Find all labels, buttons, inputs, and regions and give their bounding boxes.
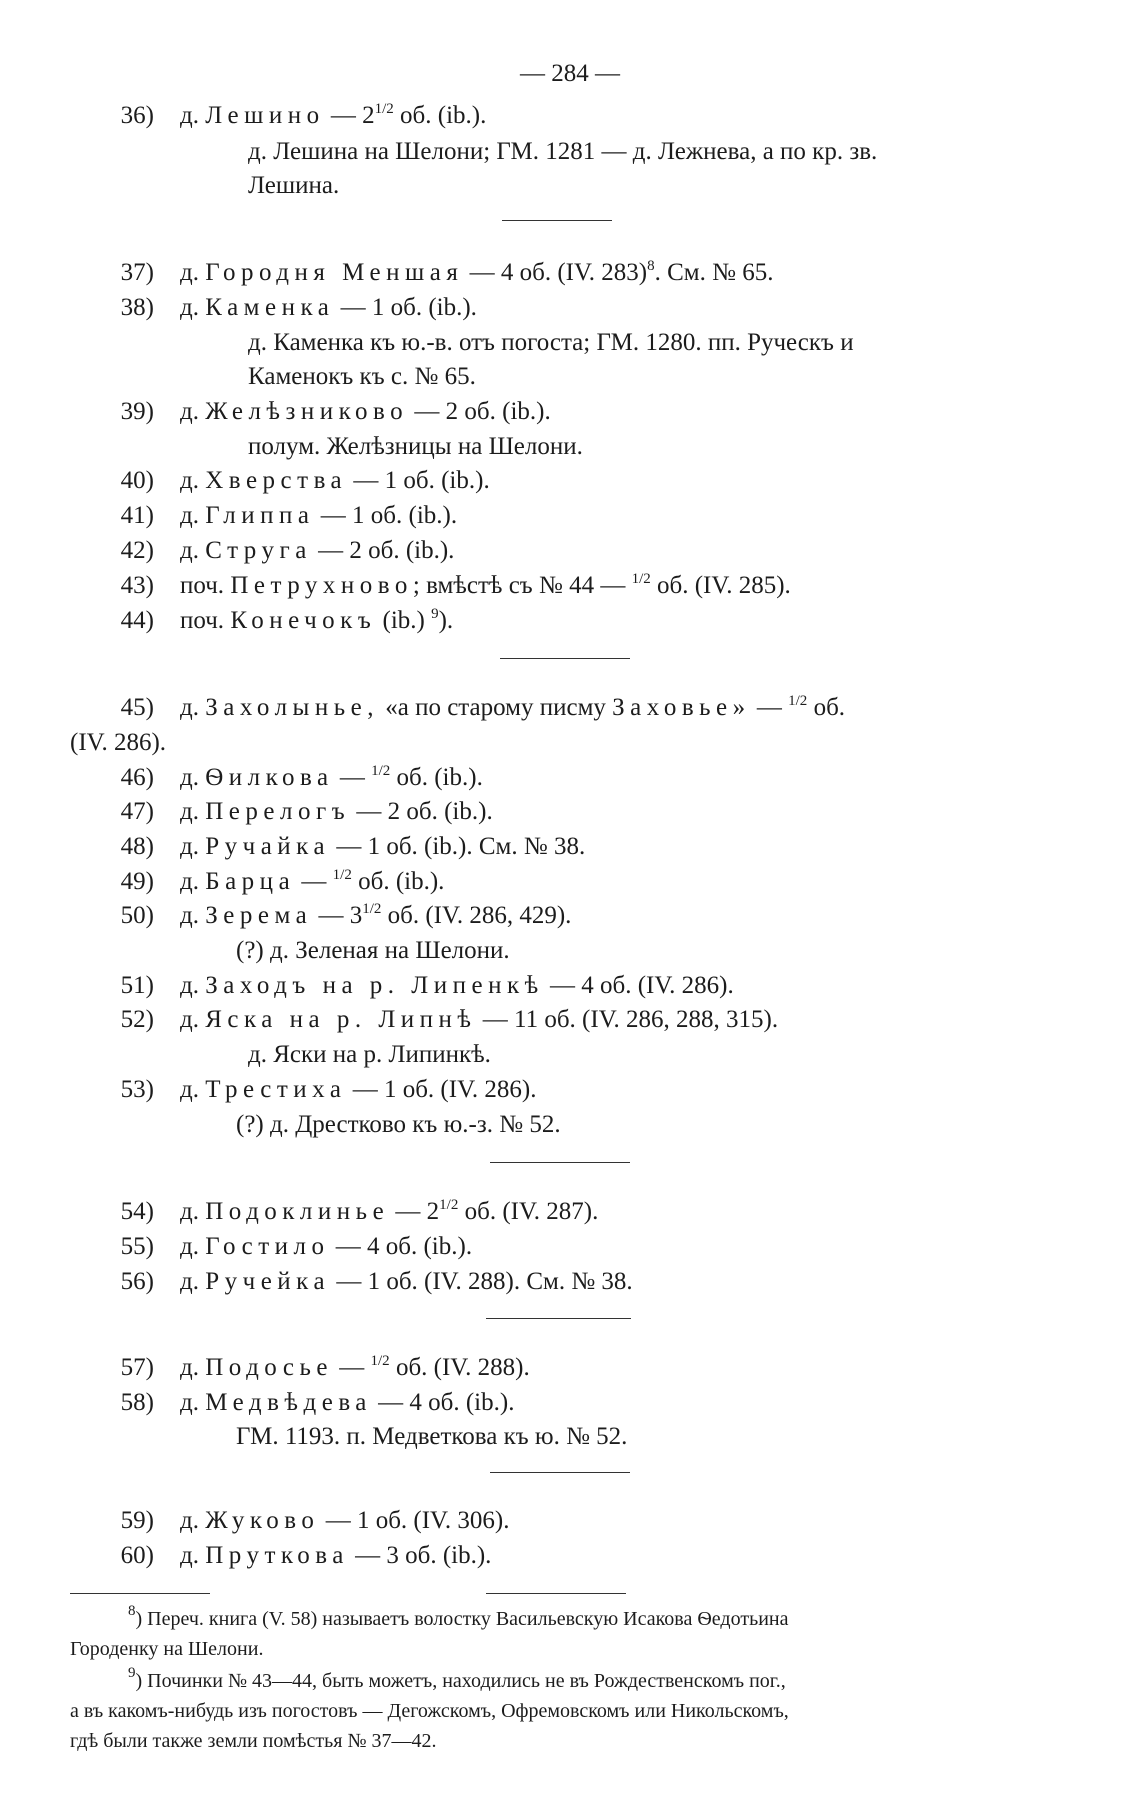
place-name: Зерема <box>205 902 313 929</box>
place-name: Струга <box>205 537 312 564</box>
fraction: 1/2 <box>362 901 382 917</box>
entry-text: д. Зерема — $3^{1/2}$ об. (IV. 286, 429). <box>180 901 572 929</box>
entry-text: д. Гостило — 4 об. (ib.). <box>180 1233 473 1260</box>
place-name: Гостило <box>205 1233 330 1260</box>
section-divider <box>486 1593 626 1594</box>
entry-39-note: полум. Желѣзницы на Шелони. <box>248 433 583 460</box>
place-name: Заховье» <box>612 694 751 721</box>
entry-number: 36) <box>120 102 154 129</box>
entry-text: д. Ручейка — 1 об. (IV. 288). См. № 38. <box>180 1268 633 1295</box>
entry-60: 60) д. Пруткова — 3 об. (ib.). <box>0 1537 1140 1575</box>
place-name: Яска на р. Липнѣ <box>205 1006 477 1033</box>
footnote-marker: 8 <box>128 1603 136 1619</box>
entry-47: 47) д. Перелогъ — 2 об. (ib.). <box>0 793 1140 831</box>
entry-text: д. Медвѣдева — 4 об. (ib.). <box>180 1389 515 1416</box>
entry-text: д. Пруткова — 3 об. (ib.). <box>180 1542 492 1569</box>
place-name: Хверства <box>205 467 348 494</box>
entry-41: 41) д. Глиппа — 1 об. (ib.). <box>0 497 1140 535</box>
entry-46: 46) д. Ѳилкова — $^{1/2}$ об. (ib.). <box>0 759 1140 797</box>
place-name: Глиппа <box>205 502 315 529</box>
entry-text: д. Заходъ на р. Липенкѣ — 4 об. (IV. 286). <box>180 972 734 999</box>
footnote-rule <box>70 1593 210 1594</box>
entry-59: 59) д. Жуково — 1 об. (IV. 306). <box>0 1502 1140 1540</box>
entry-57: 57) д. Подосье — $^{1/2}$ об. (IV. 288). <box>0 1349 1140 1387</box>
footnote-ref: 9 <box>431 606 439 622</box>
place-name: Захолынье, <box>205 694 379 721</box>
place-name: Ручейка <box>205 1268 331 1295</box>
section-divider <box>490 1472 630 1473</box>
entry-37: 37) д. Городня Меншая — 4 об. (IV. 283)$^8$. См. № 65. <box>0 254 1140 292</box>
place-name: Медвѣдева <box>205 1389 372 1416</box>
entry-42: 42) д. Струга — 2 об. (ib.). <box>0 532 1140 570</box>
entry-text: д. Городня Меншая — 4 об. (IV. 283)$^8$. См. № 65. <box>180 258 774 286</box>
fraction: 1/2 <box>374 101 394 117</box>
entry-text: д. Яска на р. Липнѣ — 11 об. (IV. 286, 288, 315). <box>180 1006 779 1033</box>
place-name: Городня Меншая <box>205 259 464 286</box>
entry-text: д. Жуково — 1 об. (IV. 306). <box>180 1507 510 1534</box>
fraction: 1/2 <box>439 1197 459 1213</box>
footnote-9: $^9$) Починки № 43—44, быть можетъ, находились не въ Рождественскомъ пог., <box>128 1665 786 1692</box>
entry-56: 56) д. Ручейка — 1 об. (IV. 288). См. № 38. <box>0 1263 1140 1301</box>
entry-text: д. Подоклинье — $2^{1/2}$ об. (IV. 287). <box>180 1197 599 1225</box>
place-name: Лешино <box>205 102 325 129</box>
entry-38-note: Каменокъ къ с. № 65. <box>248 363 476 390</box>
entry-text: д. Перелогъ — 2 об. (ib.). <box>180 798 493 825</box>
footnote-8-cont: Городенку на Шелони. <box>70 1638 264 1660</box>
fraction: 1/2 <box>370 1353 390 1369</box>
place-name: Ручайка <box>205 833 331 860</box>
footnote-9-cont: а въ какомъ-нибудь изъ погостовъ — Дегожскомъ, Офремовскомъ или Никольскомъ, <box>70 1700 789 1722</box>
entry-50-note: (?) д. Зеленая на Шелони. <box>236 937 510 964</box>
fraction: 1/2 <box>332 867 352 883</box>
entry-48: 48) д. Ручайка — 1 об. (ib.). См. № 38. <box>0 828 1140 866</box>
entry-38: 38) д. Каменка — 1 об. (ib.). <box>0 289 1140 327</box>
place-name: Желѣзниково <box>205 398 409 425</box>
entry-52-note: д. Яски на р. Липинкѣ. <box>248 1041 491 1068</box>
place-name: Трестиха <box>205 1076 347 1103</box>
place-name: Подосье <box>205 1354 334 1381</box>
place-name: Заходъ на р. Липенкѣ <box>205 972 544 999</box>
place-name: Конечокъ <box>230 607 377 634</box>
entry-text: д. Лешино — $2^{1/2}$ об. (ib.). <box>180 101 487 129</box>
entry-58: 58) д. Медвѣдева — 4 об. (ib.). <box>0 1384 1140 1422</box>
fraction: 1/2 <box>788 693 808 709</box>
entry-43: 43) поч. Петрухново; вмѣстѣ съ № 44 — $^{1/2}$ об. (IV. 285). <box>0 567 1140 605</box>
entry-text: д. Захолынье, «а по старому писму Заховье» — $^{1/2}$ об. <box>180 693 846 721</box>
entry-text: д. Трестиха — 1 об. (IV. 286). <box>180 1076 537 1103</box>
fraction: 1/2 <box>371 763 391 779</box>
footnote-9-cont: гдѣ были также земли помѣстья № 37—42. <box>70 1730 437 1752</box>
entry-text: д. Глиппа — 1 об. (ib.). <box>180 502 458 529</box>
entry-text: д. Подосье — $^{1/2}$ об. (IV. 288). <box>180 1353 530 1381</box>
entry-53-note: (?) д. Дрестково къ ю.-з. № 52. <box>236 1111 561 1138</box>
entry-52: 52) д. Яска на р. Липнѣ — 11 об. (IV. 286, 288, 315). <box>0 1001 1140 1039</box>
place-name: Жуково <box>205 1507 320 1534</box>
entry-55: 55) д. Гостило — 4 об. (ib.). <box>0 1228 1140 1266</box>
entry-39: 39) д. Желѣзниково — 2 об. (ib.). <box>0 393 1140 431</box>
entry-text: д. Барца — $^{1/2}$ об. (ib.). <box>180 867 445 895</box>
entry-54: 54) д. Подоклинье — $2^{1/2}$ об. (IV. 287). <box>0 1193 1140 1231</box>
place-name: Петрухново <box>230 572 413 599</box>
entry-36-note: Лешина. <box>248 172 340 199</box>
place-name: Барца <box>205 868 296 895</box>
footnote-marker: 9 <box>128 1665 136 1681</box>
place-name: Каменка <box>205 294 335 321</box>
entry-38-note: д. Каменка къ ю.-в. отъ погоста; ГМ. 1280. пп. Руческъ и <box>248 329 854 356</box>
entry-51: 51) д. Заходъ на р. Липенкѣ — 4 об. (IV. 286). <box>0 967 1140 1005</box>
entry-49: 49) д. Барца — $^{1/2}$ об. (ib.). <box>0 863 1140 901</box>
section-divider <box>500 658 630 659</box>
entry-53: 53) д. Трестиха — 1 об. (IV. 286). <box>0 1071 1140 1109</box>
entry-45-note: (IV. 286). <box>70 729 167 756</box>
place-name: Пруткова <box>205 1542 349 1569</box>
footnote-ref: 8 <box>647 258 655 274</box>
place-name: Ѳилкова <box>205 764 334 791</box>
fraction: 1/2 <box>631 571 651 587</box>
page-number: — 284 — <box>520 60 620 87</box>
entry-text: поч. Петрухново; вмѣстѣ съ № 44 — $^{1/2}$ об. (IV. 285). <box>180 571 791 599</box>
section-divider <box>486 1318 631 1319</box>
entry-36-note: д. Лешина на Шелони; ГМ. 1281 — д. Лежнева, а по кр. зв. <box>248 138 878 165</box>
entry-text: д. Струга — 2 об. (ib.). <box>180 537 455 564</box>
entry-text: д. Желѣзниково — 2 об. (ib.). <box>180 398 551 425</box>
entry-text: поч. Конечокъ (ib.) $^9$). <box>180 606 454 634</box>
entry-text: д. Ручайка — 1 об. (ib.). См. № 38. <box>180 833 586 860</box>
entry-40: 40) д. Хверства — 1 об. (ib.). <box>0 462 1140 500</box>
entry-50: 50) д. Зерема — $3^{1/2}$ об. (IV. 286, 429). <box>0 897 1140 935</box>
place-name: Перелогъ <box>205 798 351 825</box>
section-divider <box>502 220 612 221</box>
entry-45: 45) д. Захолынье, «а по старому писму Заховье» — $^{1/2}$ об. <box>0 689 1140 727</box>
footnote-8: $^8$) Переч. книга (V. 58) называетъ волостку Васильевскую Исакова Ѳедотьина <box>128 1603 789 1630</box>
entry-text: д. Ѳилкова — $^{1/2}$ об. (ib.). <box>180 763 483 791</box>
entry-44: 44) поч. Конечокъ (ib.) $^9$). <box>0 602 1140 640</box>
entry-58-note: ГМ. 1193. п. Медветкова къ ю. № 52. <box>236 1423 628 1450</box>
section-divider <box>490 1162 630 1163</box>
place-name: Подоклинье <box>205 1198 390 1225</box>
entry-text: д. Хверства — 1 об. (ib.). <box>180 467 490 494</box>
entry-36 <box>0 97 1140 135</box>
entry-text: д. Каменка — 1 об. (ib.). <box>180 294 477 321</box>
